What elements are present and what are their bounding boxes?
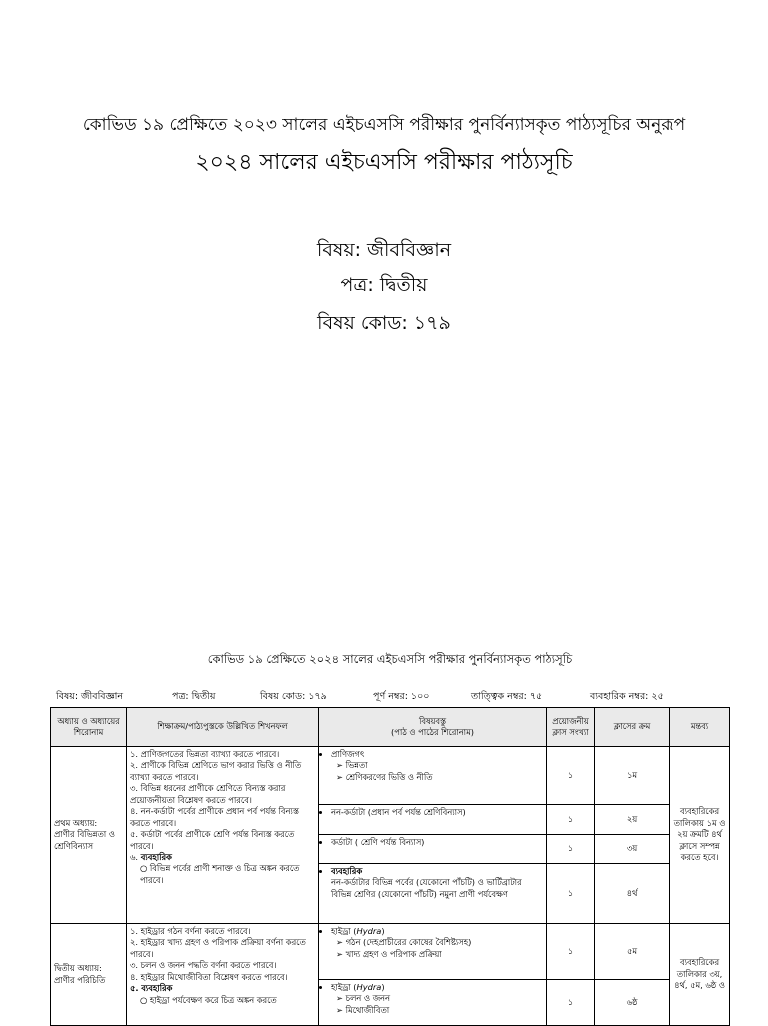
content-subtopic: ➢ ভিন্নতা bbox=[336, 760, 543, 771]
content-topic-name: হাইড্রা bbox=[331, 982, 351, 992]
outcome-practical-label: ব্যবহারিক bbox=[141, 983, 173, 994]
outcome-item: ৩. বিভিন্ন ধরনের প্রাণীকে শ্রেণিতে বিন্যস্ত করার প্রয়োজনীয়তা বিশ্লেষণ করতে পারবে। bbox=[130, 783, 286, 805]
header-content-subtitle: (পাঠ ও পাঠের শিরোনাম) bbox=[391, 727, 474, 737]
content-topic: • কর্ডাটা ( শ্রেণি পর্যন্ত বিন্যাস) bbox=[331, 837, 543, 848]
info-full-marks: পূর্ণ নম্বর: ১০০ bbox=[373, 691, 430, 702]
chapter-2-name: প্রাণীর পরিচিতি bbox=[54, 974, 106, 985]
outcome-practical-item: ○ হাইড্রা পর্যবেক্ষণ করে চিত্র অঙ্কন করতে bbox=[140, 995, 315, 1006]
outcome-practical-item: ○ বিভিন্ন পর্বের প্রাণী শনাক্ত ও চিত্র অঙ্কন করতে পারবে। bbox=[140, 863, 315, 886]
outcome-practical bbox=[130, 852, 315, 886]
content-subtopic: ➢ শ্রেণিকরণের ভিত্তি ও নীতি bbox=[336, 772, 543, 783]
outcome-item: ৪. হাইড্রার মিথোজীবিতা বিশ্লেষণ করতে পারবে। bbox=[130, 971, 288, 982]
outcome-item: ২. হাইড্রার খাদ্য গ্রহণ ও পরিপাক প্রক্রিয়া বর্ণনা করতে পারবে। bbox=[130, 937, 306, 959]
table-row bbox=[51, 924, 730, 980]
outcome-practical-no: ৫. bbox=[130, 983, 139, 994]
chapter-1-remark: ব্যবহারিকের তালিকায় ১ম ও ২য় ক্রমটি ৪র্থ ক্লাসে সম্পন্ন করতে হবে। bbox=[670, 747, 730, 924]
header-outcomes: শিক্ষাক্রম/পাঠ্যপুস্তকে উল্লিখিত শিখনফল bbox=[127, 708, 319, 747]
class-serial: ৬ষ্ঠ bbox=[595, 980, 670, 1026]
outcome-practical-label: ব্যবহারিক bbox=[140, 851, 172, 862]
info-code: বিষয় কোড: ১৭৯ bbox=[260, 691, 327, 702]
content-subtopic: ➢ খাদ্য গ্রহণ ও পরিপাক প্রক্রিয়া bbox=[336, 949, 543, 960]
header-classes: প্রয়োজনীয় ক্লাস সংখ্যা bbox=[547, 708, 595, 747]
content-cell bbox=[319, 747, 547, 805]
class-serial: ২য় bbox=[595, 805, 670, 835]
chapter-1-title bbox=[51, 747, 127, 924]
class-count: ১ bbox=[547, 747, 595, 805]
chapter-2-label: দ্বিতীয় অধ্যায়: bbox=[54, 963, 102, 974]
info-paper: পত্র: দ্বিতীয় bbox=[172, 691, 216, 702]
content-topic-latin: Hydra bbox=[356, 926, 382, 936]
class-serial: ৪র্থ bbox=[595, 864, 670, 924]
outcome-item: ৫. কর্ডাটা পর্বের প্রাণীকে শ্রেণি পর্যন্ত বিন্যস্ত করতে পারবে। bbox=[130, 829, 295, 851]
content-topic: • প্রাণিজগৎ bbox=[331, 749, 543, 760]
outcome-practical-no: ৬. bbox=[130, 851, 139, 862]
class-serial: ৩য় bbox=[595, 835, 670, 864]
content-cell bbox=[319, 924, 547, 980]
class-serial: ১ম bbox=[595, 747, 670, 805]
outcome-item: ২. প্রাণীকে বিভিন্ন শ্রেণিতে ভাগ করার ভিত্তি ও নীতি ব্যাখ্যা করতে পারবে। bbox=[130, 760, 302, 782]
chapter-2-outcomes bbox=[127, 924, 319, 1026]
content-cell bbox=[319, 835, 547, 864]
content-subtopic: ➢ মিথোজীবিতা bbox=[336, 1005, 543, 1016]
info-subject: বিষয়: জীববিজ্ঞান bbox=[56, 691, 124, 702]
cover-subtitle: কোভিড ১৯ প্রেক্ষিতে ২০২৩ সালের এইচএসসি পরীক্ষার পুনর্বিন্যাসকৃত পাঠ্যসূচির অনুরূপ bbox=[82, 115, 686, 135]
content-cell bbox=[319, 864, 547, 924]
outcome-item: ৩. চলন ও জনন পদ্ধতি বর্ণনা করতে পারবে। bbox=[130, 960, 277, 971]
chapter-2-remark: ব্যবহারিকের তালিকার ৩য়, ৪র্থ, ৫ম, ৬ষ্ঠ ও bbox=[670, 924, 730, 1026]
content-cell bbox=[319, 980, 547, 1026]
content-detail: নন-কর্ডাটার বিভিন্ন পর্বের (যেকোনো পাঁচটি) ও ভার্টিব্রাটার বিভিন্ন শ্রেণির (যেকোনো পাঁচটি) নমুনা প্রাণী পর্যবেক্ষণ bbox=[331, 877, 522, 899]
table-row bbox=[51, 747, 730, 805]
outcome-practical bbox=[130, 983, 315, 1006]
syllabus-title: কোভিড ১৯ প্রেক্ষিতে ২০২৪ সালের এইচএসসি পরীক্ষার পুনর্বিন্যাসকৃত পাঠ্যসূচি bbox=[207, 652, 573, 666]
header-content bbox=[319, 708, 547, 747]
cover-paper: পত্র: দ্বিতীয় bbox=[340, 274, 428, 296]
content-topic-latin: Hydra bbox=[356, 982, 382, 992]
chapter-2-title bbox=[51, 924, 127, 1026]
outcome-item: ৪. নন-কর্ডাটা পর্বের প্রাণীকে প্রধান পর্ব পর্যন্ত বিন্যস্ত করতে পারবে। bbox=[130, 806, 299, 828]
header-content-title: বিষয়বস্তু bbox=[418, 715, 447, 726]
header-chapter: অধ্যায় ও অধ্যায়ের শিরোনাম bbox=[51, 708, 127, 747]
cover-subject: বিষয়: জীববিজ্ঞান bbox=[316, 239, 452, 261]
syllabus-table bbox=[50, 707, 730, 1026]
chapter-1-name: প্রাণীর বিভিন্নতা ও শ্রেণিবিন্যাস bbox=[54, 829, 115, 851]
table-header-row bbox=[51, 708, 730, 747]
content-cell bbox=[319, 805, 547, 835]
class-count: ১ bbox=[547, 835, 595, 864]
outcome-item: ১. প্রাণিজগতের ভিন্নতা ব্যাখ্যা করতে পারবে। bbox=[130, 749, 280, 759]
chapter-1-outcomes bbox=[127, 747, 319, 924]
cover-title: ২০২৪ সালের এইচএসসি পরীক্ষার পাঠ্যসূচি bbox=[195, 150, 573, 175]
content-subtopic: ➢ গঠন (দেহপ্রাচীরের কোষের বৈশিষ্ট্যসহ) bbox=[336, 937, 543, 948]
header-serial: ক্লাসের ক্রম bbox=[595, 708, 670, 747]
content-topic: • হাইড্রা (Hydra) bbox=[331, 982, 543, 993]
info-theory-marks: তাত্ত্বিক নম্বর: ৭৫ bbox=[471, 691, 543, 702]
class-serial: ৫ম bbox=[595, 924, 670, 980]
header-remarks: মন্তব্য bbox=[670, 708, 730, 747]
class-count: ১ bbox=[547, 980, 595, 1026]
content-topic: • নন-কর্ডাটা (প্রধান পর্ব পর্যন্ত শ্রেণিবিন্যাস) bbox=[331, 807, 543, 818]
class-count: ১ bbox=[547, 805, 595, 835]
outcome-item: ১. হাইড্রার গঠন বর্ণনা করতে পারবে। bbox=[130, 926, 251, 936]
content-topic: ব্যবহারিক bbox=[331, 866, 363, 876]
content-topic: • হাইড্রা (Hydra) bbox=[331, 926, 543, 937]
class-count: ১ bbox=[547, 864, 595, 924]
content-subtopic: ➢ চলন ও জনন bbox=[336, 993, 543, 1004]
cover-code: বিষয় কোড: ১৭৯ bbox=[317, 312, 451, 334]
chapter-1-label: প্রথম অধ্যায়: bbox=[54, 817, 98, 828]
class-count: ১ bbox=[547, 924, 595, 980]
content-topic-name: হাইড্রা bbox=[331, 926, 351, 936]
info-practical-marks: ব্যবহারিক নম্বর: ২৫ bbox=[590, 691, 664, 702]
